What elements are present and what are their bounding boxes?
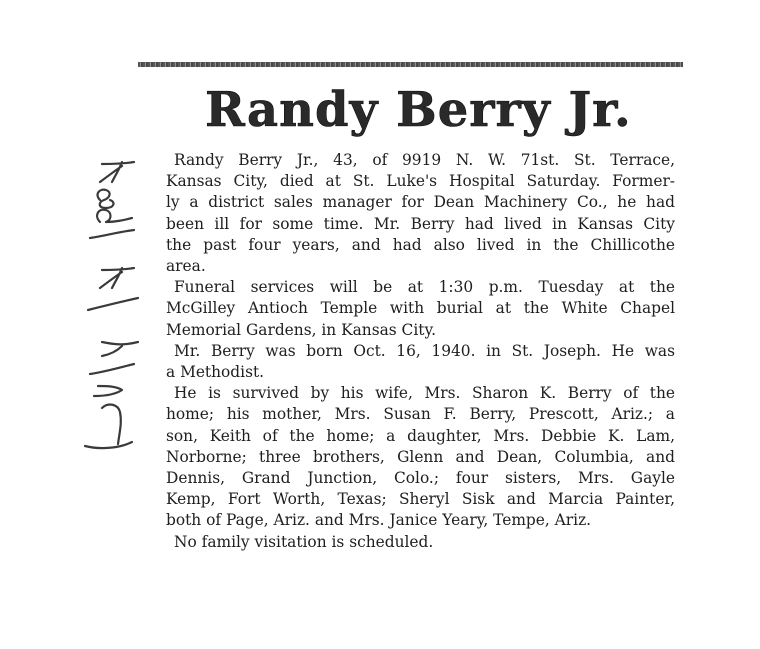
- text-line: Kemp, Fort Worth, Texas; Sheryl Sisk and Marcia Painter,: [166, 490, 675, 509]
- text-line: a Methodist.: [166, 363, 265, 382]
- paragraph-visitation: [166, 532, 675, 553]
- text-line: Mr. Berry was born Oct. 16, 1940. in St. Joseph. He was: [174, 341, 675, 360]
- text-line: No family visitation is scheduled.: [174, 532, 434, 551]
- text-line: son, Keith of the home; a daughter, Mrs. Debbie K. Lam,: [166, 426, 675, 445]
- text-line: the past four years, and had also lived in the Chillicothe: [166, 235, 675, 254]
- text-line: home; his mother, Mrs. Susan F. Berry, Prescott, Ariz.; a: [166, 405, 675, 424]
- paragraph-survivors: [166, 383, 675, 531]
- text-line: area.: [166, 257, 206, 276]
- text-line: McGilley Antioch Temple with burial at the White Chapel: [166, 299, 675, 318]
- text-line: He is survived by his wife, Mrs. Sharon K. Berry of the: [174, 384, 675, 403]
- obituary-title: Randy Berry Jr.: [205, 82, 632, 138]
- text-line: Memorial Gardens, in Kansas City.: [166, 320, 436, 339]
- paragraph-birth: [166, 341, 675, 383]
- top-rule-divider: [138, 62, 683, 67]
- text-line: Norborne; three brothers, Glenn and Dean, Columbia, and: [166, 447, 675, 466]
- text-line: been ill for some time. Mr. Berry had lived in Kansas City: [166, 214, 675, 233]
- handwritten-date-signature: [60, 160, 150, 460]
- handwritten-date-text: July 14 1984: [60, 160, 66, 161]
- text-line: both of Page, Ariz. and Mrs. Janice Yeary, Tempe, Ariz.: [166, 511, 592, 530]
- text-line: Randy Berry Jr., 43, of 9919 N. W. 71st. St. Terrace,: [174, 151, 675, 169]
- paragraph-death-notice: [166, 150, 675, 277]
- paragraph-funeral-services: [166, 277, 675, 341]
- text-line: Kansas City, died at St. Luke's Hospital Saturday. Former-: [166, 172, 675, 191]
- text-line: Dennis, Grand Junction, Colo.; four sisters, Mrs. Gayle: [166, 469, 675, 488]
- obituary-body: [166, 150, 675, 553]
- handwritten-date: [60, 160, 150, 460]
- text-line: Funeral services will be at 1:30 p.m. Tuesday at the: [174, 278, 675, 297]
- text-line: ly a district sales manager for Dean Machinery Co., he had: [166, 193, 675, 212]
